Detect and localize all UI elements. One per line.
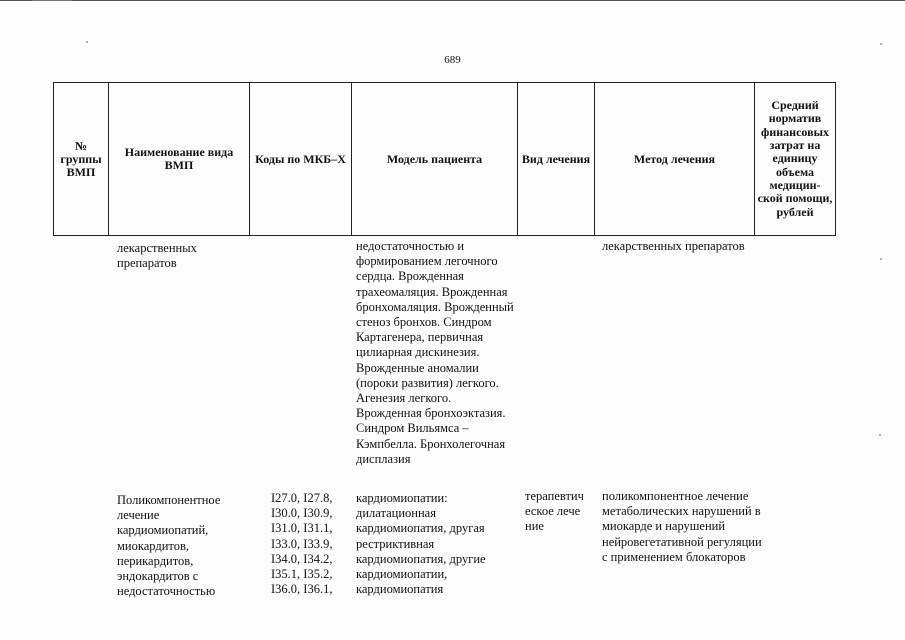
scan-speck — [86, 41, 88, 43]
scan-speck — [880, 258, 882, 260]
header-patient-model: Модель пациента — [352, 83, 518, 236]
row2-treatment-method: поликомпонентное лечение метаболических нарушений в миокарде и нарушений нейровегетативной регуляции с применением блокаторов — [602, 489, 762, 564]
row1-vmp-name: лекарственных препаратов — [117, 241, 197, 271]
scan-edge — [0, 0, 905, 1]
header-treatment-method: Метод лечения — [595, 83, 755, 236]
row2-vmp-name: Поликомпонентное лечение кардиомиопатий, миокардитов, перикардитов, эндокардитов с недостаточностью — [117, 493, 221, 599]
header-vmp-name: Наименование вида ВМП — [109, 83, 250, 236]
header-treatment-type: Вид лечения — [518, 83, 595, 236]
scan-speck — [880, 43, 882, 45]
header-icd-codes: Коды по МКБ–Х — [250, 83, 352, 236]
table-header — [53, 82, 836, 236]
row1-patient-model: недостаточностью и формированием легочного сердца. Врожденная трахеомаляция. Врожденная бронхомаляция. Врожденный стеноз бронхов. Синдром Картагенера, первичная цилиарная дискинезия. Врожденные аномалии (пороки развития) легкого. Агенезия легкого. Врожденная бронхоэктазия. Синдром Вильямса – Кэмпбелла. Бронхолегочная дисплазия — [356, 239, 514, 466]
row2-patient-model: кардиомиопатии: дилатационная кардиомиопатия, другая рестриктивная кардиомиопатия, другие кардиомиопатии, кардиомиопатия — [356, 491, 486, 597]
page-number: 689 — [444, 54, 461, 66]
header-row — [54, 83, 836, 236]
row2-treatment-type: терапевтическое лечение — [525, 489, 584, 534]
scan-mark — [32, 0, 72, 1]
row1-treatment-method: лекарственных препаратов — [602, 239, 745, 253]
scan-speck — [879, 434, 881, 436]
header-average-cost: Средний норматив финансовых затрат на единицу объема медицин-ской помощи, рублей — [755, 83, 836, 236]
header-group-number: № группы ВМП — [54, 83, 109, 236]
row2-icd-codes: I27.0, I27.8, I30.0, I30.9, I31.0, I31.1, I33.0, I33.9, I34.0, I34.2, I35.1, I35.2, I36.0, I36.1, — [271, 491, 333, 597]
